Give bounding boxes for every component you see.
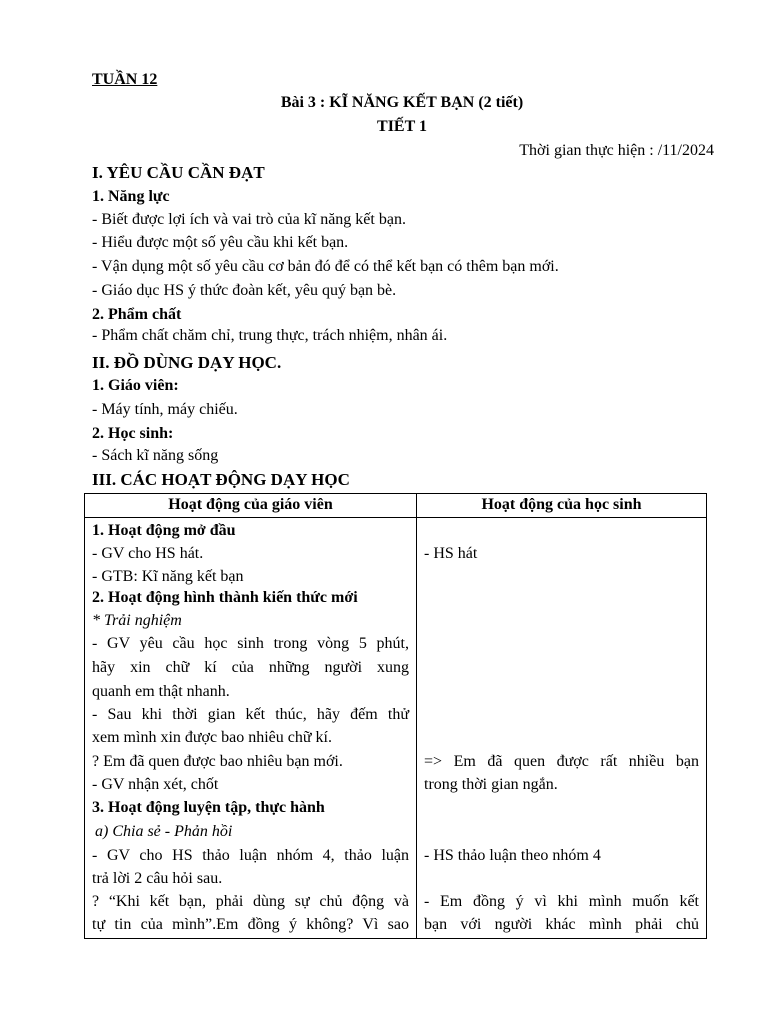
activity-heading: 1. Hoạt động mở đầu xyxy=(92,522,236,539)
list-item: - Vận dụng một số yêu cầu cơ bản đó để có thể kết bạn có thêm bạn mới. xyxy=(92,258,559,275)
activity-heading: 3. Hoạt động luyện tập, thực hành xyxy=(92,799,325,816)
student-line: trong thời gian ngắn. xyxy=(424,776,558,793)
section-2-title: II. ĐỒ DÙNG DẠY HỌC. xyxy=(92,353,282,372)
list-item: - Máy tính, máy chiếu. xyxy=(92,401,238,418)
student-line: - Em đồng ý vì khi mình muốn kết xyxy=(424,893,699,910)
activities-table xyxy=(84,493,707,939)
teacher-line: - GV cho HS hát. xyxy=(92,545,204,562)
teacher-line: trả lời 2 câu hỏi sau. xyxy=(92,870,223,887)
section-1-title: I. YÊU CẦU CẦN ĐẠT xyxy=(92,163,265,182)
teacher-line: tự tin của mình”.Em đồng ý không? Vì sao xyxy=(92,916,409,933)
teacher-line: xem mình xin được bao nhiêu chữ kí. xyxy=(92,729,332,746)
teacher-line: quanh em thật nhanh. xyxy=(92,683,230,700)
list-item: - Hiểu được một số yêu cầu khi kết bạn. xyxy=(92,234,349,251)
teacher-line: - GV nhận xét, chốt xyxy=(92,776,219,793)
teacher-line: - Sau khi thời gian kết thúc, hãy đếm thử xyxy=(92,706,409,723)
teacher-line: ? Em đã quen được bao nhiêu bạn mới. xyxy=(92,753,343,770)
list-item: - Phẩm chất chăm chỉ, trung thực, trách nhiệm, nhân ái. xyxy=(92,327,448,344)
lesson-title: Bài 3 : KĨ NĂNG KẾT BẠN (2 tiết) xyxy=(280,94,524,111)
teacher-line: - GV yêu cầu học sinh trong vòng 5 phút, xyxy=(92,635,409,652)
teacher-line: - GV cho HS thảo luận nhóm 4, thảo luận xyxy=(92,847,409,864)
student-line: - HS thảo luận theo nhóm 4 xyxy=(424,847,601,864)
teacher-line: - GTB: Kĩ năng kết bạn xyxy=(92,568,244,585)
subsection-capacity: 1. Năng lực xyxy=(92,188,170,205)
teacher-line: * Trải nghiệm xyxy=(92,612,182,629)
header-teacher: Hoạt động của giáo viên xyxy=(85,494,417,518)
student-line: bạn với người khác mình phải chủ xyxy=(424,916,699,933)
table-header-row xyxy=(85,494,707,518)
student-line: - HS hát xyxy=(424,545,478,562)
teacher-line: hãy xin chữ kí của những người xung xyxy=(92,659,409,676)
subsection-teacher: 1. Giáo viên: xyxy=(92,377,179,394)
teacher-cell xyxy=(85,518,417,939)
section-3-title: III. CÁC HOẠT ĐỘNG DẠY HỌC xyxy=(92,470,350,489)
list-item: - Giáo dục HS ý thức đoàn kết, yêu quý bạn bè. xyxy=(92,282,397,299)
subsection-student: 2. Học sinh: xyxy=(92,425,174,442)
student-line: => Em đã quen được rất nhiều bạn xyxy=(424,753,699,770)
activity-heading: 2. Hoạt động hình thành kiến thức mới xyxy=(92,589,358,606)
list-item: - Biết được lợi ích và vai trò của kĩ năng kết bạn. xyxy=(92,211,406,228)
student-cell xyxy=(417,518,707,939)
period-title: TIẾT 1 xyxy=(377,118,427,135)
list-item: - Sách kĩ năng sống xyxy=(92,447,219,464)
header-student: Hoạt động của học sinh xyxy=(417,494,707,518)
teacher-line: a) Chia sẻ - Phản hồi xyxy=(95,823,233,840)
table-row xyxy=(85,518,707,939)
subsection-quality: 2. Phẩm chất xyxy=(92,306,182,323)
teacher-line: ? “Khi kết bạn, phải dùng sự chủ động và xyxy=(92,893,409,910)
week-label: TUẦN 12 xyxy=(92,71,158,88)
time-line: Thời gian thực hiện : /11/2024 xyxy=(519,142,714,159)
